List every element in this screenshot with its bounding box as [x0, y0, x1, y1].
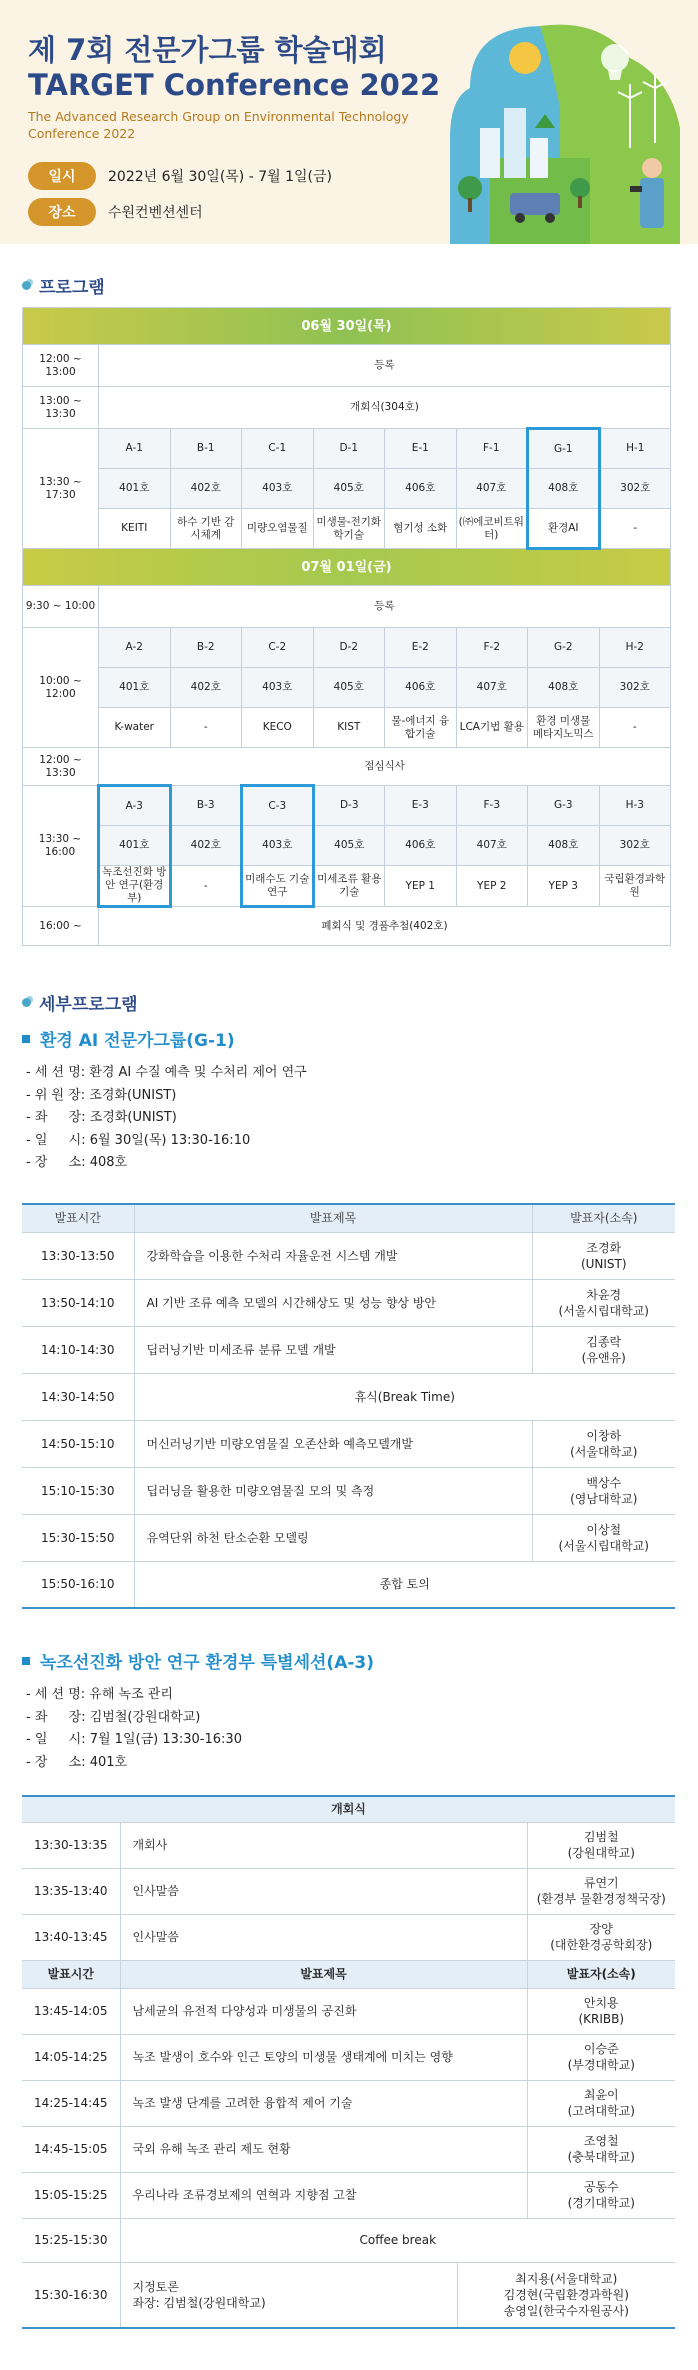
topic-cell: 물-에너지 융합기술 — [385, 708, 457, 748]
table-row — [22, 1514, 675, 1561]
speaker-affiliation: (KRIBB) — [578, 2012, 625, 2026]
info-line: - 일 시: 6월 30일(목) 13:30-16:10 — [26, 1132, 251, 1148]
session-cell: 등록 — [99, 345, 671, 387]
table-header-row — [22, 1796, 675, 1822]
session-code: C-2 — [242, 628, 314, 668]
session-code: H-2 — [599, 628, 671, 668]
room-cell: 401호 — [99, 668, 171, 708]
talk-title: 개회사 — [120, 1822, 527, 1868]
session-topic-row — [23, 708, 671, 748]
room-cell: 406호 — [385, 668, 457, 708]
session-code-highlighted: G-1 — [528, 429, 600, 469]
room-cell: 401호 — [99, 469, 171, 509]
room-cell-highlighted: 408호 — [528, 469, 600, 509]
time-cell: 13:30 ~ 16:00 — [23, 786, 99, 907]
session-cell: 폐회식 및 경품추첨(402호) — [99, 907, 671, 946]
date-value: 2022년 6월 30일(목) - 7월 1일(금) — [108, 169, 332, 185]
speaker-cell — [532, 1326, 675, 1373]
info-line: - 세 션 명: 유해 녹조 관리 — [26, 1687, 173, 1702]
bullet-dot-icon — [22, 281, 31, 290]
room-cell: 407호 — [456, 668, 528, 708]
speaker-affiliation: (강원대학교) — [567, 1846, 635, 1860]
speaker-cell — [527, 1868, 675, 1914]
day-label-2: 07월 01일(금) — [23, 549, 671, 586]
topic-cell: KECO — [242, 708, 314, 748]
topic-cell: LCA기법 활용 — [456, 708, 528, 748]
session-room-row — [23, 668, 671, 708]
session-code: F-3 — [456, 786, 528, 826]
talk-title: 인사말씀 — [120, 1914, 527, 1960]
topic-cell: YEP 1 — [385, 866, 457, 907]
session-code: B-2 — [170, 628, 242, 668]
conference-title-korean: 제 7회 전문가그룹 학술대회 — [28, 33, 387, 67]
topic-cell: YEP 3 — [528, 866, 600, 907]
speaker-name: 조영철 — [583, 2134, 619, 2148]
coffee-break-cell: Coffee break — [120, 2218, 675, 2262]
info-line: - 장 소: 408호 — [26, 1155, 128, 1170]
time-cell: 16:00 ~ — [23, 907, 99, 946]
session-topic-row — [23, 866, 671, 907]
room-cell: 403호 — [242, 469, 314, 509]
talk-title: 녹조 발생이 호수와 인근 토양의 미생물 생태계에 미치는 영향 — [120, 2034, 527, 2080]
session-code: F-1 — [456, 429, 528, 469]
break-cell: 휴식(Break Time) — [134, 1373, 675, 1420]
panelist: 최지용(서울대학교) — [515, 2271, 618, 2286]
table-row — [22, 2218, 675, 2262]
speaker-affiliation: (충북대학교) — [567, 2150, 635, 2164]
a3-session-title: 녹조선진화 방안 연구 환경부 특별세션(A-3) — [22, 1648, 374, 1673]
g1-session-info — [26, 1062, 307, 1175]
session-cell: 점심식사 — [99, 748, 671, 786]
topic-cell: 미량오염물질 — [242, 509, 314, 549]
table-row — [22, 1279, 675, 1326]
time-cell: 14:50-15:10 — [22, 1420, 134, 1467]
session-code-row — [23, 429, 671, 469]
table-row — [22, 1988, 675, 2034]
info-line: - 세 션 명: 환경 AI 수질 예측 및 수처리 제어 연구 — [26, 1065, 307, 1080]
speaker-cell — [532, 1232, 675, 1279]
time-cell: 13:50-14:10 — [22, 1279, 134, 1326]
topic-cell: 미생물-전기화학기술 — [313, 509, 385, 549]
time-cell: 14:30-14:50 — [22, 1373, 134, 1420]
day-row-1 — [23, 308, 671, 345]
speaker-affiliation: (대한환경공학회장) — [550, 1938, 653, 1952]
topic-cell: 하수 기반 감시체계 — [170, 509, 242, 549]
speaker-cell — [532, 1514, 675, 1561]
talk-title: 녹조 발생 단계를 고려한 융합적 제어 기술 — [120, 2080, 527, 2126]
time-cell: 15:30-16:30 — [22, 2262, 120, 2328]
g1-schedule-table — [22, 1203, 675, 1609]
speaker-name: 김종락 — [586, 1334, 622, 1349]
room-cell: 402호 — [170, 469, 242, 509]
venue-label-pill: 장소 — [28, 198, 96, 226]
topic-cell: (㈜에코비트워터) — [456, 509, 528, 549]
table-row — [22, 1822, 675, 1868]
panel-chair: 좌장: 김범철(강원대학교) — [132, 2295, 266, 2310]
column-header: 발표자(소속) — [527, 1960, 675, 1988]
time-cell: 14:25-14:45 — [22, 2080, 120, 2126]
session-code: B-1 — [170, 429, 242, 469]
session-topic-row — [23, 509, 671, 549]
speaker-cell — [527, 1914, 675, 1960]
session-cell: 등록 — [99, 586, 671, 628]
time-cell: 15:10-15:30 — [22, 1467, 134, 1514]
session-code: E-2 — [385, 628, 457, 668]
table-row — [22, 2126, 675, 2172]
speaker-cell — [532, 1279, 675, 1326]
speaker-name: 백상수 — [586, 1475, 622, 1490]
speaker-affiliation: (고려대학교) — [567, 2104, 635, 2118]
speaker-name: 차윤경 — [586, 1287, 622, 1302]
opening-header: 개회식 — [22, 1796, 675, 1822]
time-cell: 15:05-15:25 — [22, 2172, 120, 2218]
conference-subtitle: The Advanced Research Group on Environmental Technology Conference 2022 — [28, 109, 409, 141]
topic-cell-highlighted: 환경AI — [528, 509, 600, 549]
time-cell: 9:30 ~ 10:00 — [23, 586, 99, 628]
session-code: B-3 — [170, 786, 242, 826]
table-row — [22, 1373, 675, 1420]
session-code: D-2 — [313, 628, 385, 668]
session-code: E-1 — [385, 429, 457, 469]
speaker-name: 김범철 — [583, 1830, 619, 1844]
table-header-row — [22, 1204, 675, 1232]
program-row — [23, 907, 671, 946]
topic-cell: 혐기성 소화 — [385, 509, 457, 549]
talk-title: AI 기반 조류 예측 모델의 시간해상도 및 성능 향상 방안 — [134, 1279, 532, 1326]
table-row — [22, 2034, 675, 2080]
speaker-name: 안치용 — [583, 1996, 619, 2010]
date-label-pill: 일시 — [28, 162, 96, 190]
info-line: - 일 시: 7월 1일(금) 13:30-16:30 — [26, 1732, 242, 1747]
day-label-1: 06월 30일(목) — [23, 308, 671, 345]
speaker-affiliation: (유앤유) — [581, 1350, 626, 1365]
time-cell: 13:00 ~ 13:30 — [23, 387, 99, 429]
a3-session-info — [26, 1684, 242, 1774]
time-cell: 14:05-14:25 — [22, 2034, 120, 2080]
table-header-row — [22, 1960, 675, 1988]
table-row — [22, 1326, 675, 1373]
info-line: - 위 원 장: 조경화(UNIST) — [26, 1087, 177, 1103]
venue-value: 수원컨벤션센터 — [108, 205, 203, 221]
speaker-name: 최윤이 — [583, 2088, 619, 2102]
table-row — [22, 2080, 675, 2126]
topic-cell: K-water — [99, 708, 171, 748]
room-cell: 405호 — [313, 668, 385, 708]
panel-speakers-cell — [457, 2262, 675, 2328]
day-row-2 — [23, 549, 671, 586]
table-row — [22, 1467, 675, 1514]
topic-cell: KIST — [313, 708, 385, 748]
time-cell: 13:40-13:45 — [22, 1914, 120, 1960]
speaker-name: 류연기 — [583, 1876, 619, 1890]
talk-title: 딥러닝기반 미세조류 분류 모델 개발 — [134, 1326, 532, 1373]
talk-title: 국외 유해 녹조 관리 제도 현황 — [120, 2126, 527, 2172]
bullet-dot-icon — [22, 998, 31, 1007]
panelist: 송영일(한국수자원공사) — [503, 2303, 629, 2318]
room-cell: 302호 — [599, 668, 671, 708]
time-cell: 15:30-15:50 — [22, 1514, 134, 1561]
room-cell-highlighted: 401호 — [99, 826, 171, 866]
table-row — [22, 1561, 675, 1608]
info-line: - 장 소: 401호 — [26, 1754, 128, 1770]
room-cell: 408호 — [528, 826, 600, 866]
speaker-cell — [527, 2172, 675, 2218]
session-code: E-3 — [385, 786, 457, 826]
table-row — [22, 1868, 675, 1914]
speaker-cell — [527, 1822, 675, 1868]
talk-title: 인사말씀 — [120, 1868, 527, 1914]
speaker-cell — [532, 1420, 675, 1467]
time-cell: 12:00 ~ 13:00 — [23, 345, 99, 387]
program-row — [23, 748, 671, 786]
talk-title: 머신러닝기반 미량오염물질 오존산화 예측모델개발 — [134, 1420, 532, 1467]
speaker-affiliation: (서울대학교) — [570, 1444, 638, 1459]
time-cell: 13:30-13:50 — [22, 1232, 134, 1279]
talk-title: 유역단위 하천 탄소순환 모델링 — [134, 1514, 532, 1561]
g1-session-title: 환경 AI 전문가그룹(G-1) — [22, 1026, 235, 1051]
room-cell: 402호 — [170, 668, 242, 708]
time-cell: 15:50-16:10 — [22, 1561, 134, 1608]
time-cell: 12:00 ~ 13:30 — [23, 748, 99, 786]
room-cell: 408호 — [528, 668, 600, 708]
square-bullet-icon — [22, 1035, 30, 1043]
session-code: C-1 — [242, 429, 314, 469]
time-cell: 13:30 ~ 17:30 — [23, 429, 99, 549]
time-cell: 13:30-13:35 — [22, 1822, 120, 1868]
speaker-name: 장양 — [589, 1922, 613, 1936]
session-code: H-3 — [599, 786, 671, 826]
room-cell: 302호 — [599, 469, 671, 509]
session-code: G-2 — [528, 628, 600, 668]
venue-info — [28, 198, 203, 226]
session-room-row — [23, 469, 671, 509]
column-header: 발표시간 — [22, 1960, 120, 1988]
speaker-affiliation: (서울시립대학교) — [558, 1538, 649, 1553]
session-code: D-3 — [313, 786, 385, 826]
session-code-row — [23, 786, 671, 826]
a3-schedule-table — [22, 1795, 675, 2329]
speaker-cell — [527, 2126, 675, 2172]
speaker-affiliation: (환경부 물환경정책국장) — [536, 1892, 666, 1906]
room-cell: 402호 — [170, 826, 242, 866]
talk-title: 남세균의 유전적 다양성과 미생물의 공진화 — [120, 1988, 527, 2034]
room-cell: 403호 — [242, 668, 314, 708]
room-cell: 406호 — [385, 826, 457, 866]
talk-title: 강화학습을 이용한 수처리 자율운전 시스템 개발 — [134, 1232, 532, 1279]
talk-title: 우리나라 조류경보제의 연혁과 지향점 고찰 — [120, 2172, 527, 2218]
table-row — [22, 1232, 675, 1279]
panel-title: 지정토론 — [132, 2279, 179, 2294]
program-row — [23, 387, 671, 429]
topic-cell-highlighted: 미래수도 기술연구 — [242, 866, 314, 907]
conference-banner — [0, 0, 698, 244]
topic-cell: YEP 2 — [456, 866, 528, 907]
speaker-name: 이상철 — [586, 1522, 622, 1537]
time-cell: 14:10-14:30 — [22, 1326, 134, 1373]
topic-cell-highlighted: 녹조선진화 방안 연구(환경부) — [99, 866, 171, 907]
program-row — [23, 586, 671, 628]
room-cell-highlighted: 403호 — [242, 826, 314, 866]
speaker-cell — [527, 2034, 675, 2080]
topic-cell: - — [170, 708, 242, 748]
room-cell: 405호 — [313, 826, 385, 866]
room-cell: 406호 — [385, 469, 457, 509]
topic-cell: 미세조류 활용기술 — [313, 866, 385, 907]
discussion-cell: 종합 토의 — [134, 1561, 675, 1608]
square-bullet-icon — [22, 1657, 30, 1665]
table-row — [22, 2172, 675, 2218]
date-info — [28, 162, 332, 190]
column-header: 발표제목 — [120, 1960, 527, 1988]
speaker-affiliation: (경기대학교) — [567, 2196, 635, 2210]
session-code-highlighted: A-3 — [99, 786, 171, 826]
program-heading: 프로그램 — [22, 273, 105, 298]
time-cell: 13:45-14:05 — [22, 1988, 120, 2034]
table-row — [22, 1420, 675, 1467]
detail-program-heading: 세부프로그램 — [22, 990, 138, 1015]
info-line: - 좌 장: 김범철(강원대학교) — [26, 1709, 201, 1725]
speaker-affiliation: (서울시립대학교) — [558, 1303, 649, 1318]
topic-cell: - — [599, 708, 671, 748]
speaker-name: 조경화 — [586, 1240, 622, 1255]
session-code-highlighted: C-3 — [242, 786, 314, 826]
panel-title-cell — [120, 2262, 457, 2328]
topic-cell: 환경 미생물 메타지노믹스 — [528, 708, 600, 748]
speaker-affiliation: (부경대학교) — [567, 2058, 635, 2072]
time-cell: 14:45-15:05 — [22, 2126, 120, 2172]
session-code: G-3 — [528, 786, 600, 826]
speaker-name: 이승준 — [583, 2042, 619, 2056]
session-code: F-2 — [456, 628, 528, 668]
speaker-cell — [527, 2080, 675, 2126]
talk-title: 딥러닝을 활용한 미량오염물질 모의 및 측정 — [134, 1467, 532, 1514]
info-line: - 좌 장: 조경화(UNIST) — [26, 1110, 177, 1125]
program-table — [22, 307, 671, 946]
session-code: H-1 — [599, 429, 671, 469]
column-header: 발표제목 — [134, 1204, 532, 1232]
table-row — [22, 1914, 675, 1960]
conference-title-english: TARGET Conference 2022 — [28, 68, 441, 102]
session-code: A-2 — [99, 628, 171, 668]
table-row — [22, 2262, 675, 2328]
program-row — [23, 345, 671, 387]
topic-cell: - — [599, 509, 671, 549]
room-cell: 407호 — [456, 469, 528, 509]
session-code: D-1 — [313, 429, 385, 469]
room-cell: 302호 — [599, 826, 671, 866]
environment-illustration-icon — [430, 18, 690, 244]
room-cell: 407호 — [456, 826, 528, 866]
speaker-affiliation: (UNIST) — [580, 1256, 627, 1271]
topic-cell: - — [170, 866, 242, 907]
time-cell: 15:25-15:30 — [22, 2218, 120, 2262]
topic-cell: KEITI — [99, 509, 171, 549]
session-room-row — [23, 826, 671, 866]
speaker-affiliation: (영남대학교) — [570, 1491, 638, 1506]
topic-cell: 국립환경과학원 — [599, 866, 671, 907]
column-header: 발표시간 — [22, 1204, 134, 1232]
time-cell: 10:00 ~ 12:00 — [23, 628, 99, 748]
column-header: 발표자(소속) — [532, 1204, 675, 1232]
speaker-name: 공동수 — [583, 2180, 619, 2194]
session-code-row — [23, 628, 671, 668]
panelist: 김경현(국립환경과학원) — [503, 2287, 629, 2302]
time-cell: 13:35-13:40 — [22, 1868, 120, 1914]
speaker-cell — [527, 1988, 675, 2034]
speaker-name: 이창하 — [586, 1428, 622, 1443]
speaker-cell — [532, 1467, 675, 1514]
room-cell: 405호 — [313, 469, 385, 509]
session-cell: 개회식(304호) — [99, 387, 671, 429]
session-code: A-1 — [99, 429, 171, 469]
